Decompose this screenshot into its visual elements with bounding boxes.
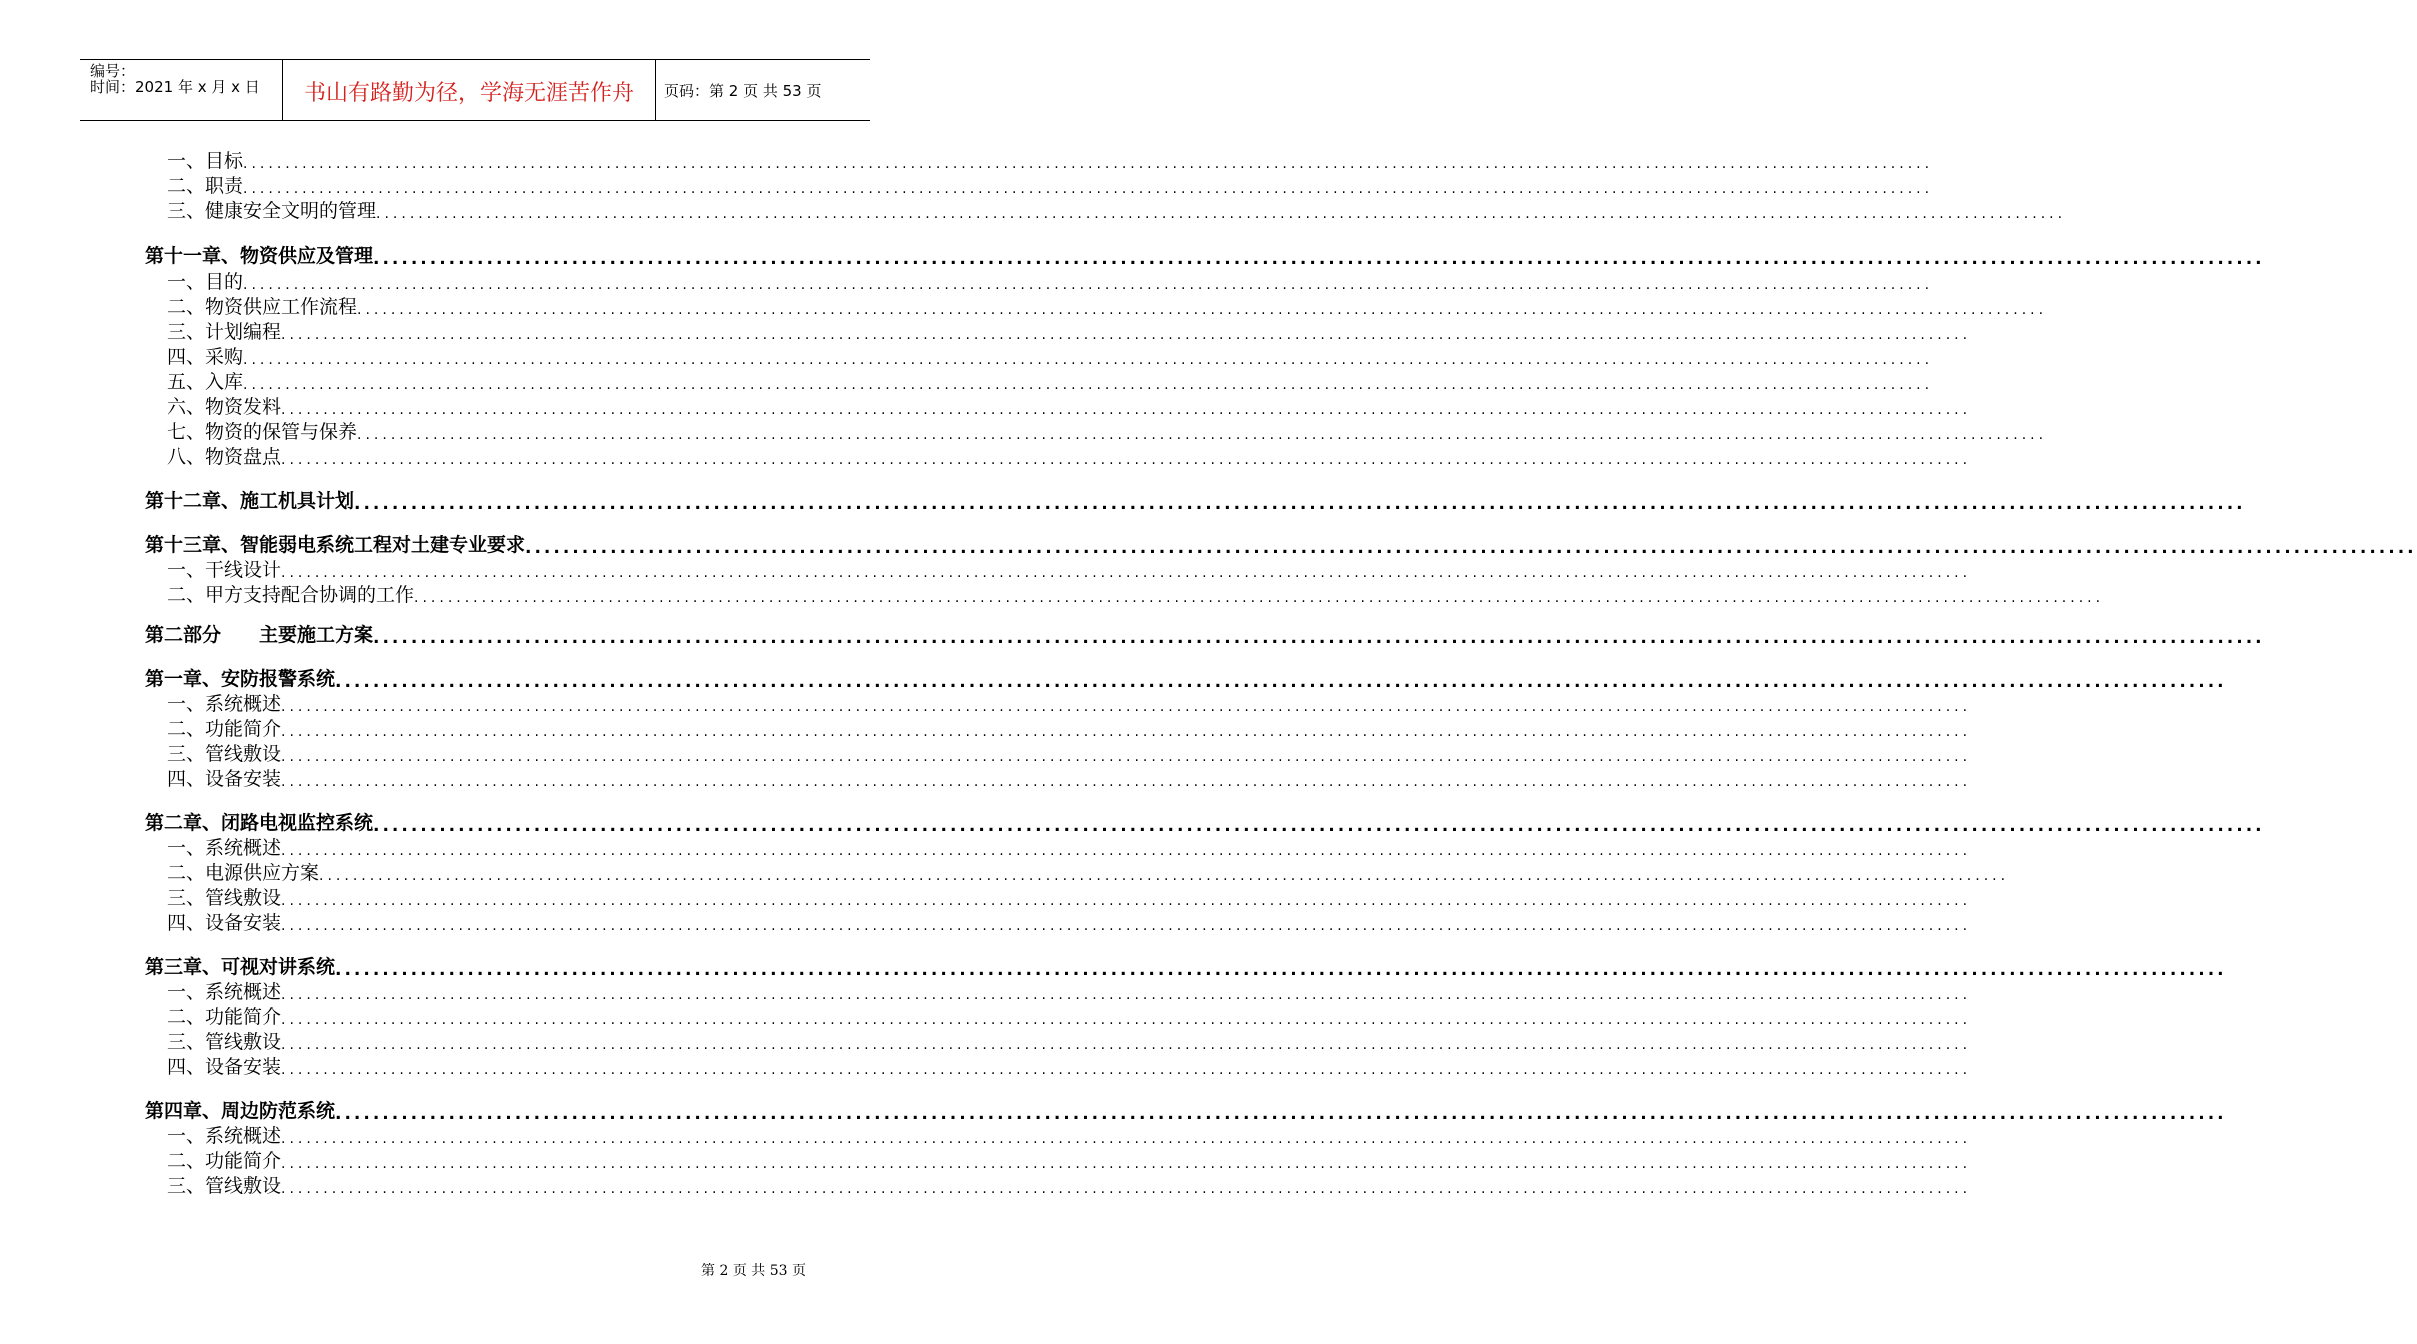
toc-item <box>145 1124 1972 1148</box>
toc-dot-leader: ........................................................................................................................................................................................................ <box>373 249 2265 269</box>
toc-chapter-heading <box>145 244 2265 269</box>
toc-entry-label: 二、电源供应方案 <box>167 862 320 884</box>
toc-item <box>145 395 1972 419</box>
toc-dot-leader: ........................................................................................................................................................................................................ <box>281 327 1972 343</box>
toc-item <box>145 445 1972 469</box>
toc-entry-label: 三、管线敷设 <box>167 1031 282 1053</box>
toc-item <box>145 767 1972 791</box>
toc-item <box>145 149 1934 173</box>
toc-item <box>145 345 1934 369</box>
toc-dot-leader: ........................................................................................................................................................................................................ <box>414 590 2105 606</box>
toc-dot-leader: ........................................................................................................................................................................................................ <box>281 749 1972 765</box>
toc-item <box>145 717 1972 741</box>
toc-entry-label: 第二部分 主要施工方案 <box>145 624 374 646</box>
toc-dot-leader: ........................................................................................................................................................................................................ <box>243 181 1934 197</box>
toc-item <box>145 558 1972 582</box>
toc-chapter-heading <box>145 811 2265 836</box>
toc-entry-label: 四、采购 <box>167 346 244 368</box>
toc-item <box>145 861 2010 885</box>
toc-dot-leader: ........................................................................................................................................................................................................ <box>281 1012 1972 1028</box>
toc-dot-leader: ........................................................................................................................................................................................................ <box>281 452 1972 468</box>
toc-entry-label: 三、管线敷设 <box>167 887 282 909</box>
toc-item <box>145 174 1934 198</box>
toc-item <box>145 1174 1972 1198</box>
toc-entry-label: 第十三章、智能弱电系统工程对土建专业要求 <box>145 534 526 556</box>
toc-dot-leader: ........................................................................................................................................................................................................ <box>281 1062 1972 1078</box>
toc-dot-leader: ........................................................................................................................................................................................................ <box>281 987 1972 1003</box>
toc-dot-leader: ........................................................................................................................................................................................................ <box>335 960 2227 980</box>
toc-entry-label: 第四章、周边防范系统 <box>145 1100 336 1122</box>
toc-dot-leader: ........................................................................................................................................................................................................ <box>243 156 1934 172</box>
header-page-info: 页码：第 2 页 共 53 页 <box>664 82 822 100</box>
toc-entry-label: 四、设备安装 <box>167 912 282 934</box>
toc-entry-label: 五、入库 <box>167 371 244 393</box>
toc-item <box>145 1030 1972 1054</box>
toc-dot-leader: ........................................................................................................................................................................................................ <box>354 494 2246 514</box>
toc-entry-label: 四、设备安装 <box>167 1056 282 1078</box>
toc-item <box>145 742 1972 766</box>
toc-entry-label: 二、甲方支持配合协调的工作 <box>167 584 415 606</box>
toc-entry-label: 一、系统概述 <box>167 1125 282 1147</box>
toc-chapter-heading <box>145 623 2265 648</box>
toc-entry-label: 三、管线敷设 <box>167 743 282 765</box>
toc-dot-leader: ........................................................................................................................................................................................................ <box>281 893 1972 909</box>
toc-dot-leader: ........................................................................................................................................................................................................ <box>281 918 1972 934</box>
toc-item <box>145 199 2067 223</box>
toc-entry-label: 二、物资供应工作流程 <box>167 296 358 318</box>
toc-dot-leader: ........................................................................................................................................................................................................ <box>281 1131 1972 1147</box>
toc-entry-label: 一、干线设计 <box>167 559 282 581</box>
header-motto: 书山有路勤为径，学海无涯苦作舟 <box>303 81 634 106</box>
toc-item <box>145 886 1972 910</box>
toc-dot-leader: ........................................................................................................................................................................................................ <box>281 1156 1972 1172</box>
toc-entry-label: 二、功能简介 <box>167 1150 282 1172</box>
toc-dot-leader: ........................................................................................................................................................................................................ <box>243 352 1934 368</box>
toc-entry-label: 一、系统概述 <box>167 693 282 715</box>
document-number-label: 编号： <box>90 62 136 80</box>
toc-entry-label: 第十一章、物资供应及管理 <box>145 245 374 267</box>
toc-entry-label: 二、功能简介 <box>167 718 282 740</box>
toc-item <box>145 420 2048 444</box>
toc-dot-leader: ........................................................................................................................................................................................................ <box>335 672 2227 692</box>
toc-item <box>145 370 1934 394</box>
toc-dot-leader: ........................................................................................................................................................................................................ <box>357 302 2048 318</box>
toc-entry-label: 第十二章、施工机具计划 <box>145 490 355 512</box>
toc-dot-leader: ........................................................................................................................................................................................................ <box>281 1181 1972 1197</box>
toc-entry-label: 二、职责 <box>167 175 244 197</box>
toc-dot-leader: ........................................................................................................................................................................................................ <box>281 843 1972 859</box>
toc-dot-leader: ........................................................................................................................................................................................................ <box>281 724 1972 740</box>
toc-dot-leader: ........................................................................................................................................................................................................ <box>243 377 1934 393</box>
toc-entry-label: 二、功能简介 <box>167 1006 282 1028</box>
toc-item <box>145 692 1972 716</box>
toc-chapter-heading <box>145 955 2227 980</box>
toc-dot-leader: ........................................................................................................................................................................................................ <box>243 277 1934 293</box>
toc-item <box>145 583 2105 607</box>
toc-item <box>145 295 2048 319</box>
toc-dot-leader: ........................................................................................................................................................................................................ <box>281 774 1972 790</box>
toc-dot-leader: ........................................................................................................................................................................................................ <box>319 868 2010 884</box>
toc-item <box>145 836 1972 860</box>
toc-chapter-heading <box>145 533 2417 558</box>
page-footer: 第 2 页 共 53 页 <box>701 1263 806 1279</box>
toc-entry-label: 三、健康安全文明的管理 <box>167 200 377 222</box>
toc-entry-label: 一、目的 <box>167 271 244 293</box>
toc-dot-leader: ........................................................................................................................................................................................................ <box>357 427 2048 443</box>
toc-entry-label: 一、目标 <box>167 150 244 172</box>
toc-dot-leader: ........................................................................................................................................................................................................ <box>335 1104 2227 1124</box>
toc-item <box>145 980 1972 1004</box>
toc-dot-leader: ........................................................................................................................................................................................................ <box>373 628 2265 648</box>
toc-chapter-heading <box>145 1099 2227 1124</box>
toc-entry-label: 八、物资盘点 <box>167 446 282 468</box>
toc-dot-leader: ........................................................................................................................................................................................................ <box>281 699 1972 715</box>
toc-entry-label: 四、设备安装 <box>167 768 282 790</box>
toc-entry-label: 第三章、可视对讲系统 <box>145 956 336 978</box>
toc-entry-label: 七、物资的保管与保养 <box>167 421 358 443</box>
toc-item <box>145 1005 1972 1029</box>
toc-item <box>145 911 1972 935</box>
toc-item <box>145 1149 1972 1173</box>
toc-chapter-heading <box>145 489 2246 514</box>
toc-entry-label: 三、计划编程 <box>167 321 282 343</box>
toc-entry-label: 第二章、闭路电视监控系统 <box>145 812 374 834</box>
toc-dot-leader: ........................................................................................................................................................................................................ <box>281 1037 1972 1053</box>
toc-chapter-heading <box>145 667 2227 692</box>
toc-item <box>145 320 1972 344</box>
toc-entry-label: 一、系统概述 <box>167 981 282 1003</box>
toc-entry-label: 六、物资发料 <box>167 396 282 418</box>
toc-dot-leader: ........................................................................................................................................................................................................ <box>373 816 2265 836</box>
toc-dot-leader: ........................................................................................................................................................................................................ <box>281 402 1972 418</box>
toc-entry-label: 第一章、安防报警系统 <box>145 668 336 690</box>
toc-entry-label: 一、系统概述 <box>167 837 282 859</box>
toc-entry-label: 三、管线敷设 <box>167 1175 282 1197</box>
toc-dot-leader: ........................................................................................................................................................................................................ <box>376 206 2067 222</box>
toc-dot-leader: ........................................................................................................................................................................................................ <box>525 538 2417 558</box>
toc-dot-leader: ........................................................................................................................................................................................................ <box>281 565 1972 581</box>
toc-item <box>145 1055 1972 1079</box>
document-date-label: 时间：2021 年 x 月 x 日 <box>90 78 260 96</box>
toc-item <box>145 270 1934 294</box>
